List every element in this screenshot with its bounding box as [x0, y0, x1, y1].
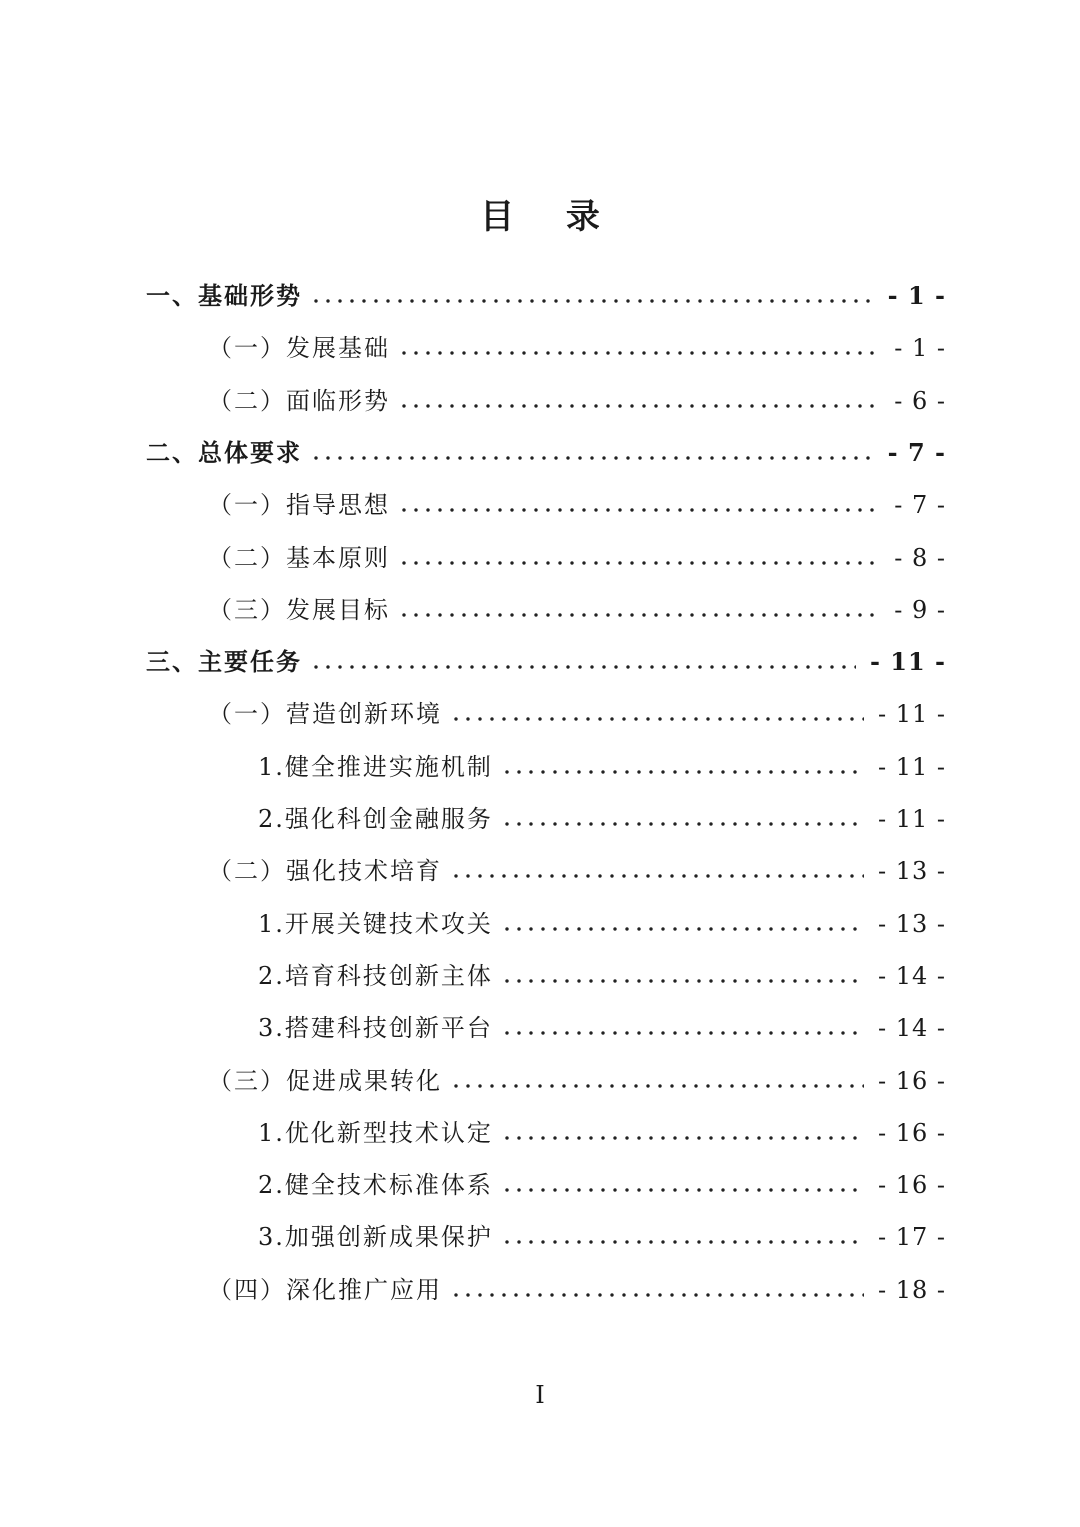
- toc-entry-page: - 17 -: [877, 1223, 946, 1252]
- toc-entry[interactable]: [0, 1055, 1080, 1107]
- dot-leader: [450, 1290, 864, 1300]
- toc-entry-page: - 1 -: [887, 281, 946, 310]
- dot-leader: [450, 1081, 864, 1091]
- toc-entry[interactable]: [0, 898, 1080, 950]
- toc-entry-label: 3.加强创新成果保护: [258, 1223, 493, 1252]
- dot-leader: [398, 558, 880, 568]
- dot-leader: [450, 714, 864, 724]
- toc-entry[interactable]: [0, 688, 1080, 740]
- dot-leader: [501, 767, 864, 777]
- toc-entry-label: （一）发展基础: [208, 334, 390, 363]
- toc-entry-label: （二）基本原则: [208, 543, 390, 572]
- toc-entry-page: - 9 -: [894, 595, 946, 624]
- dot-leader: [501, 1185, 864, 1195]
- dot-leader: [398, 348, 880, 358]
- dot-leader: [501, 1028, 864, 1038]
- toc-entry-page: - 7 -: [894, 491, 946, 520]
- toc-entry-label: 2.健全技术标准体系: [258, 1171, 493, 1200]
- toc-entry-label: （二）面临形势: [208, 386, 390, 415]
- toc-entry[interactable]: [0, 270, 1080, 322]
- toc-entry[interactable]: [0, 584, 1080, 636]
- toc-entry[interactable]: [0, 793, 1080, 845]
- toc-entry[interactable]: [0, 1002, 1080, 1054]
- toc-entry-page: - 13 -: [877, 857, 946, 886]
- toc-entry[interactable]: [0, 375, 1080, 427]
- dot-leader: [398, 505, 880, 515]
- toc-entry-page: - 18 -: [877, 1275, 946, 1304]
- toc-entry-label: （一）营造创新环境: [208, 700, 442, 729]
- toc-entry[interactable]: [0, 1211, 1080, 1263]
- toc-entry-page: - 7 -: [887, 437, 946, 467]
- toc-entry-label: 1.优化新型技术认定: [258, 1118, 493, 1147]
- page-number: I: [535, 1381, 545, 1409]
- toc-entry-label: 1.健全推进实施机制: [258, 752, 493, 781]
- dot-leader: [501, 924, 864, 934]
- toc-entry-label: 1.开展关键技术攻关: [258, 909, 493, 938]
- dot-leader: [450, 871, 864, 881]
- toc-entry-label: 一、基础形势: [146, 281, 302, 310]
- toc-entry-page: - 11 -: [869, 647, 946, 677]
- toc-entry-label: （一）指导思想: [208, 491, 390, 520]
- toc-entry-page: - 14 -: [877, 1014, 946, 1043]
- toc-entry[interactable]: [0, 479, 1080, 531]
- toc-entry-page: - 13 -: [877, 909, 946, 938]
- toc-entry-label: 2.强化科创金融服务: [258, 805, 493, 833]
- toc-entry[interactable]: [0, 845, 1080, 897]
- dot-leader: [310, 296, 874, 306]
- page-title: 目 录: [480, 197, 620, 237]
- toc-entry[interactable]: [0, 1264, 1080, 1316]
- toc-entry-page: - 1 -: [894, 334, 946, 363]
- dot-leader: [310, 662, 856, 672]
- toc-entry-label: 三、主要任务: [146, 647, 302, 677]
- toc-entry-page: - 11 -: [877, 700, 946, 729]
- dot-leader: [398, 610, 880, 620]
- toc-entry-label: （四）深化推广应用: [208, 1275, 442, 1304]
- toc-entry-label: （二）强化技术培育: [208, 857, 442, 886]
- toc-entry-page: - 16 -: [877, 1171, 946, 1200]
- toc-entry[interactable]: [0, 950, 1080, 1002]
- toc-entry-page: - 14 -: [877, 961, 946, 990]
- dot-leader: [398, 401, 880, 411]
- dot-leader: [310, 453, 874, 463]
- toc-entry[interactable]: [0, 532, 1080, 584]
- dot-leader: [501, 976, 864, 986]
- toc-entry-page: - 11 -: [877, 752, 946, 781]
- toc-entry-label: 二、总体要求: [146, 437, 302, 467]
- toc-entry-label: 2.培育科技创新主体: [258, 961, 493, 990]
- toc-entry-label: （三）促进成果转化: [208, 1066, 442, 1095]
- toc-entry-page: - 16 -: [877, 1118, 946, 1147]
- toc-entry-page: - 11 -: [877, 805, 946, 833]
- toc-entry-label: 3.搭建科技创新平台: [258, 1014, 493, 1043]
- toc-entry[interactable]: [0, 427, 1080, 479]
- toc-entry-label: （三）发展目标: [208, 595, 390, 624]
- toc-entry-page: - 8 -: [894, 543, 946, 572]
- dot-leader: [501, 1237, 864, 1247]
- toc-entry[interactable]: [0, 1107, 1080, 1159]
- toc-entry-page: - 6 -: [894, 386, 946, 415]
- toc-entry[interactable]: [0, 741, 1080, 793]
- toc-entry[interactable]: [0, 322, 1080, 374]
- toc-entry[interactable]: [0, 1159, 1080, 1211]
- dot-leader: [501, 819, 864, 829]
- dot-leader: [501, 1133, 864, 1143]
- toc-entry-page: - 16 -: [877, 1066, 946, 1095]
- toc-entry[interactable]: [0, 636, 1080, 688]
